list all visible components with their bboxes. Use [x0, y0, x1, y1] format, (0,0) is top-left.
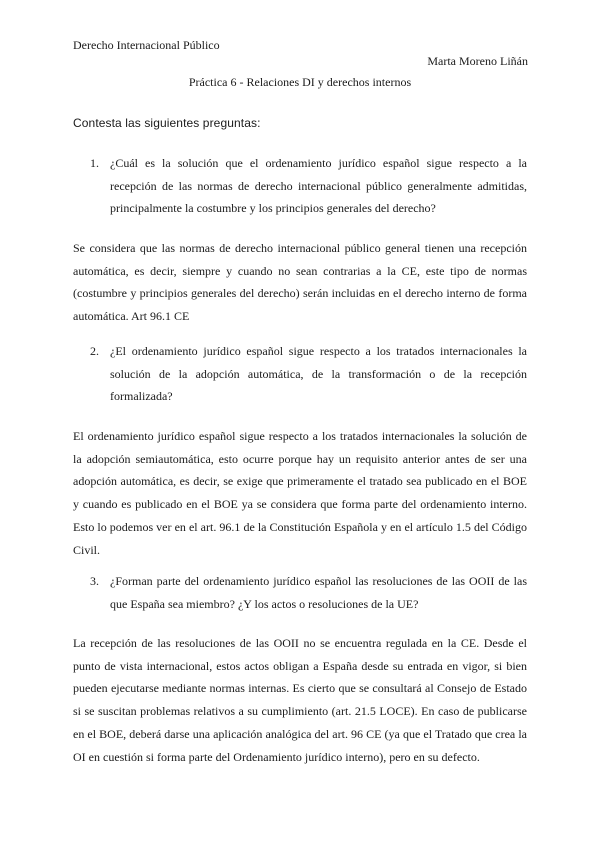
answer-1-text: Se considera que las normas de derecho internacional público general tienen una recepción automática, es decir, siempre y cuando no sean contrarias a la CE, este tipo de normas (costumbre y principios generales del derecho) serán incluidas en el derecho interno de forma automática. Art 96.1 CE	[73, 241, 527, 324]
question-1-text: ¿Cuál es la solución que el ordenamiento jurídico español sigue respecto a la recepción de las normas de derecho internacional público generalmente admitidas, principalmente la costumbre y los principios generales del derecho?	[110, 156, 527, 216]
instruction-text: Contesta las siguientes preguntas:	[73, 116, 261, 130]
question-2-number: 2.	[90, 344, 99, 358]
author-name: Marta Moreno Liñán	[427, 54, 528, 68]
question-3-text: ¿Forman parte del ordenamiento jurídico español las resoluciones de las OOII de las que España sea miembro? ¿Y los actos o resoluciones de la UE?	[110, 574, 527, 611]
question-3-number: 3.	[90, 574, 99, 588]
question-2-text: ¿El ordenamiento jurídico español sigue respecto a los tratados internacionales la solución de la adopción automática, de la transformación o de la recepción formalizada?	[110, 344, 527, 404]
course-name: Derecho Internacional Público	[73, 38, 220, 52]
question-1-number: 1.	[90, 156, 99, 170]
answer-3-text: La recepción de las resoluciones de las OOII no se encuentra regulada en la CE. Desde el punto de vista internacional, estos actos obligan a España desde su entrada en vigor, si bien pueden ejecutarse mediante normas internas. Es cierto que se consultará al Consejo de Estado si se suscitan problemas relativos a su cumplimiento (art. 21.5 LOCE). En caso de publicarse en el BOE, deberá darse una aplicación analógica del art. 96 CE (ya que el Tratado que crea la OI en cuestión si forma parte del Ordenamiento jurídico interno), pero en su defecto.	[73, 636, 527, 764]
answer-2-text: El ordenamiento jurídico español sigue respecto a los tratados internacionales la solución de la adopción semiautomática, esto ocurre porque hay un requisito anterior antes de ser una adopción automática, es decir, se exige que primeramente el tratado sea publicado en el BOE y cuando es publicado en el BOE ya se considera que forma parte del ordenamiento interno. Esto lo podemos ver en el art. 96.1 de la Constitución Española y en el artículo 1.5 del Código Civil.	[73, 429, 527, 557]
page-title: Práctica 6 - Relaciones DI y derechos internos	[188, 75, 412, 89]
